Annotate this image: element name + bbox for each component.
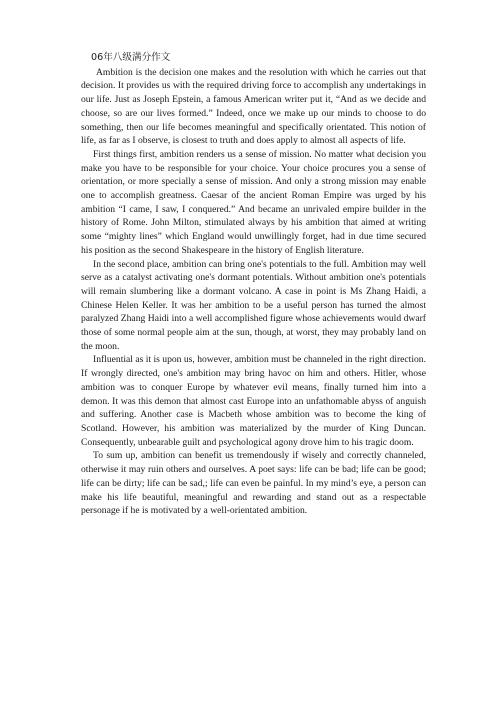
paragraph-mission: First things first, ambition renders us a sense of mission. No matter what decision you make you have to be responsible for your choice. Your choice procures you a sense of orientation, or more specially a sense of mission. And only a strong mission may enable one to accomplish greatness. Caesar of the ancient Roman Empire was urged by his ambition “I came, I saw, I conquered.” And became an unrivaled empire builder in the history of Rome. John Milton, stimulated always by his ambition that aimed at writing some “mighty lines” which England would unwillingly forget, had in due time secured his position as the second Shakespeare in the history of English literature. bbox=[81, 148, 426, 256]
document-title: 06年八级满分作文 bbox=[91, 52, 171, 63]
paragraph-potentials: In the second place, ambition can bring one's potentials to the full. Ambition may well serve as a catalyst activating one's dormant potentials. Without ambition one's potentials will remain slumbering like a dormant volcano. A case in point is Ms Zhang Haidi, a Chinese Helen Keller. It was her ambition to be a useful person has turned the almost paralyzed Zhang Haidi into a well accomplished figure whose achievements would dwarf those of some normal people aim at the sun, though, at worst, they may probably land on the moon. bbox=[81, 258, 426, 352]
paragraph-channeled: Influential as it is upon us, however, ambition must be channeled in the right direction. If wrongly directed, one's ambition may bring havoc on him and others. Hitler, whose ambition was to conquer Europe by whatever evil means, finally turned him into a demon. It was this demon that almost cast Europe into an unfathomable abyss of anguish and suffering. Another case is Macbeth whose ambition was to become the king of Scotland. However, his ambition was materialized by the murder of King Duncan. Consequently, unbearable guilt and psychological agony drove him to his tragic doom. bbox=[81, 354, 426, 448]
essay bbox=[81, 51, 426, 518]
paragraph-conclusion: To sum up, ambition can benefit us tremendously if wisely and correctly channeled, otherwise it may ruin others and ourselves. A poet says: life can be bad; life can be good; life can be dirty; life can be sad,; life can even be painful. In my mind’s eye, a person can make his life beautiful, meaningful and rewarding and stand out as a respectable personage if he is motivated by a well-orientated ambition. bbox=[81, 450, 426, 517]
paragraph-intro: Ambition is the decision one makes and the resolution with which he carries out that decision. It provides us with the required driving force to accomplish any undertakings in our life. Just as Joseph Epstein, a famous American writer put it, “And as we decide and choose, so are our lives formed.” Indeed, once we make up our minds to choose to do something, then our life becomes meaningful and specifically orientated. This notion of life, as far as I observe, is closest to truth and does apply to almost all aspects of life. bbox=[81, 66, 426, 147]
